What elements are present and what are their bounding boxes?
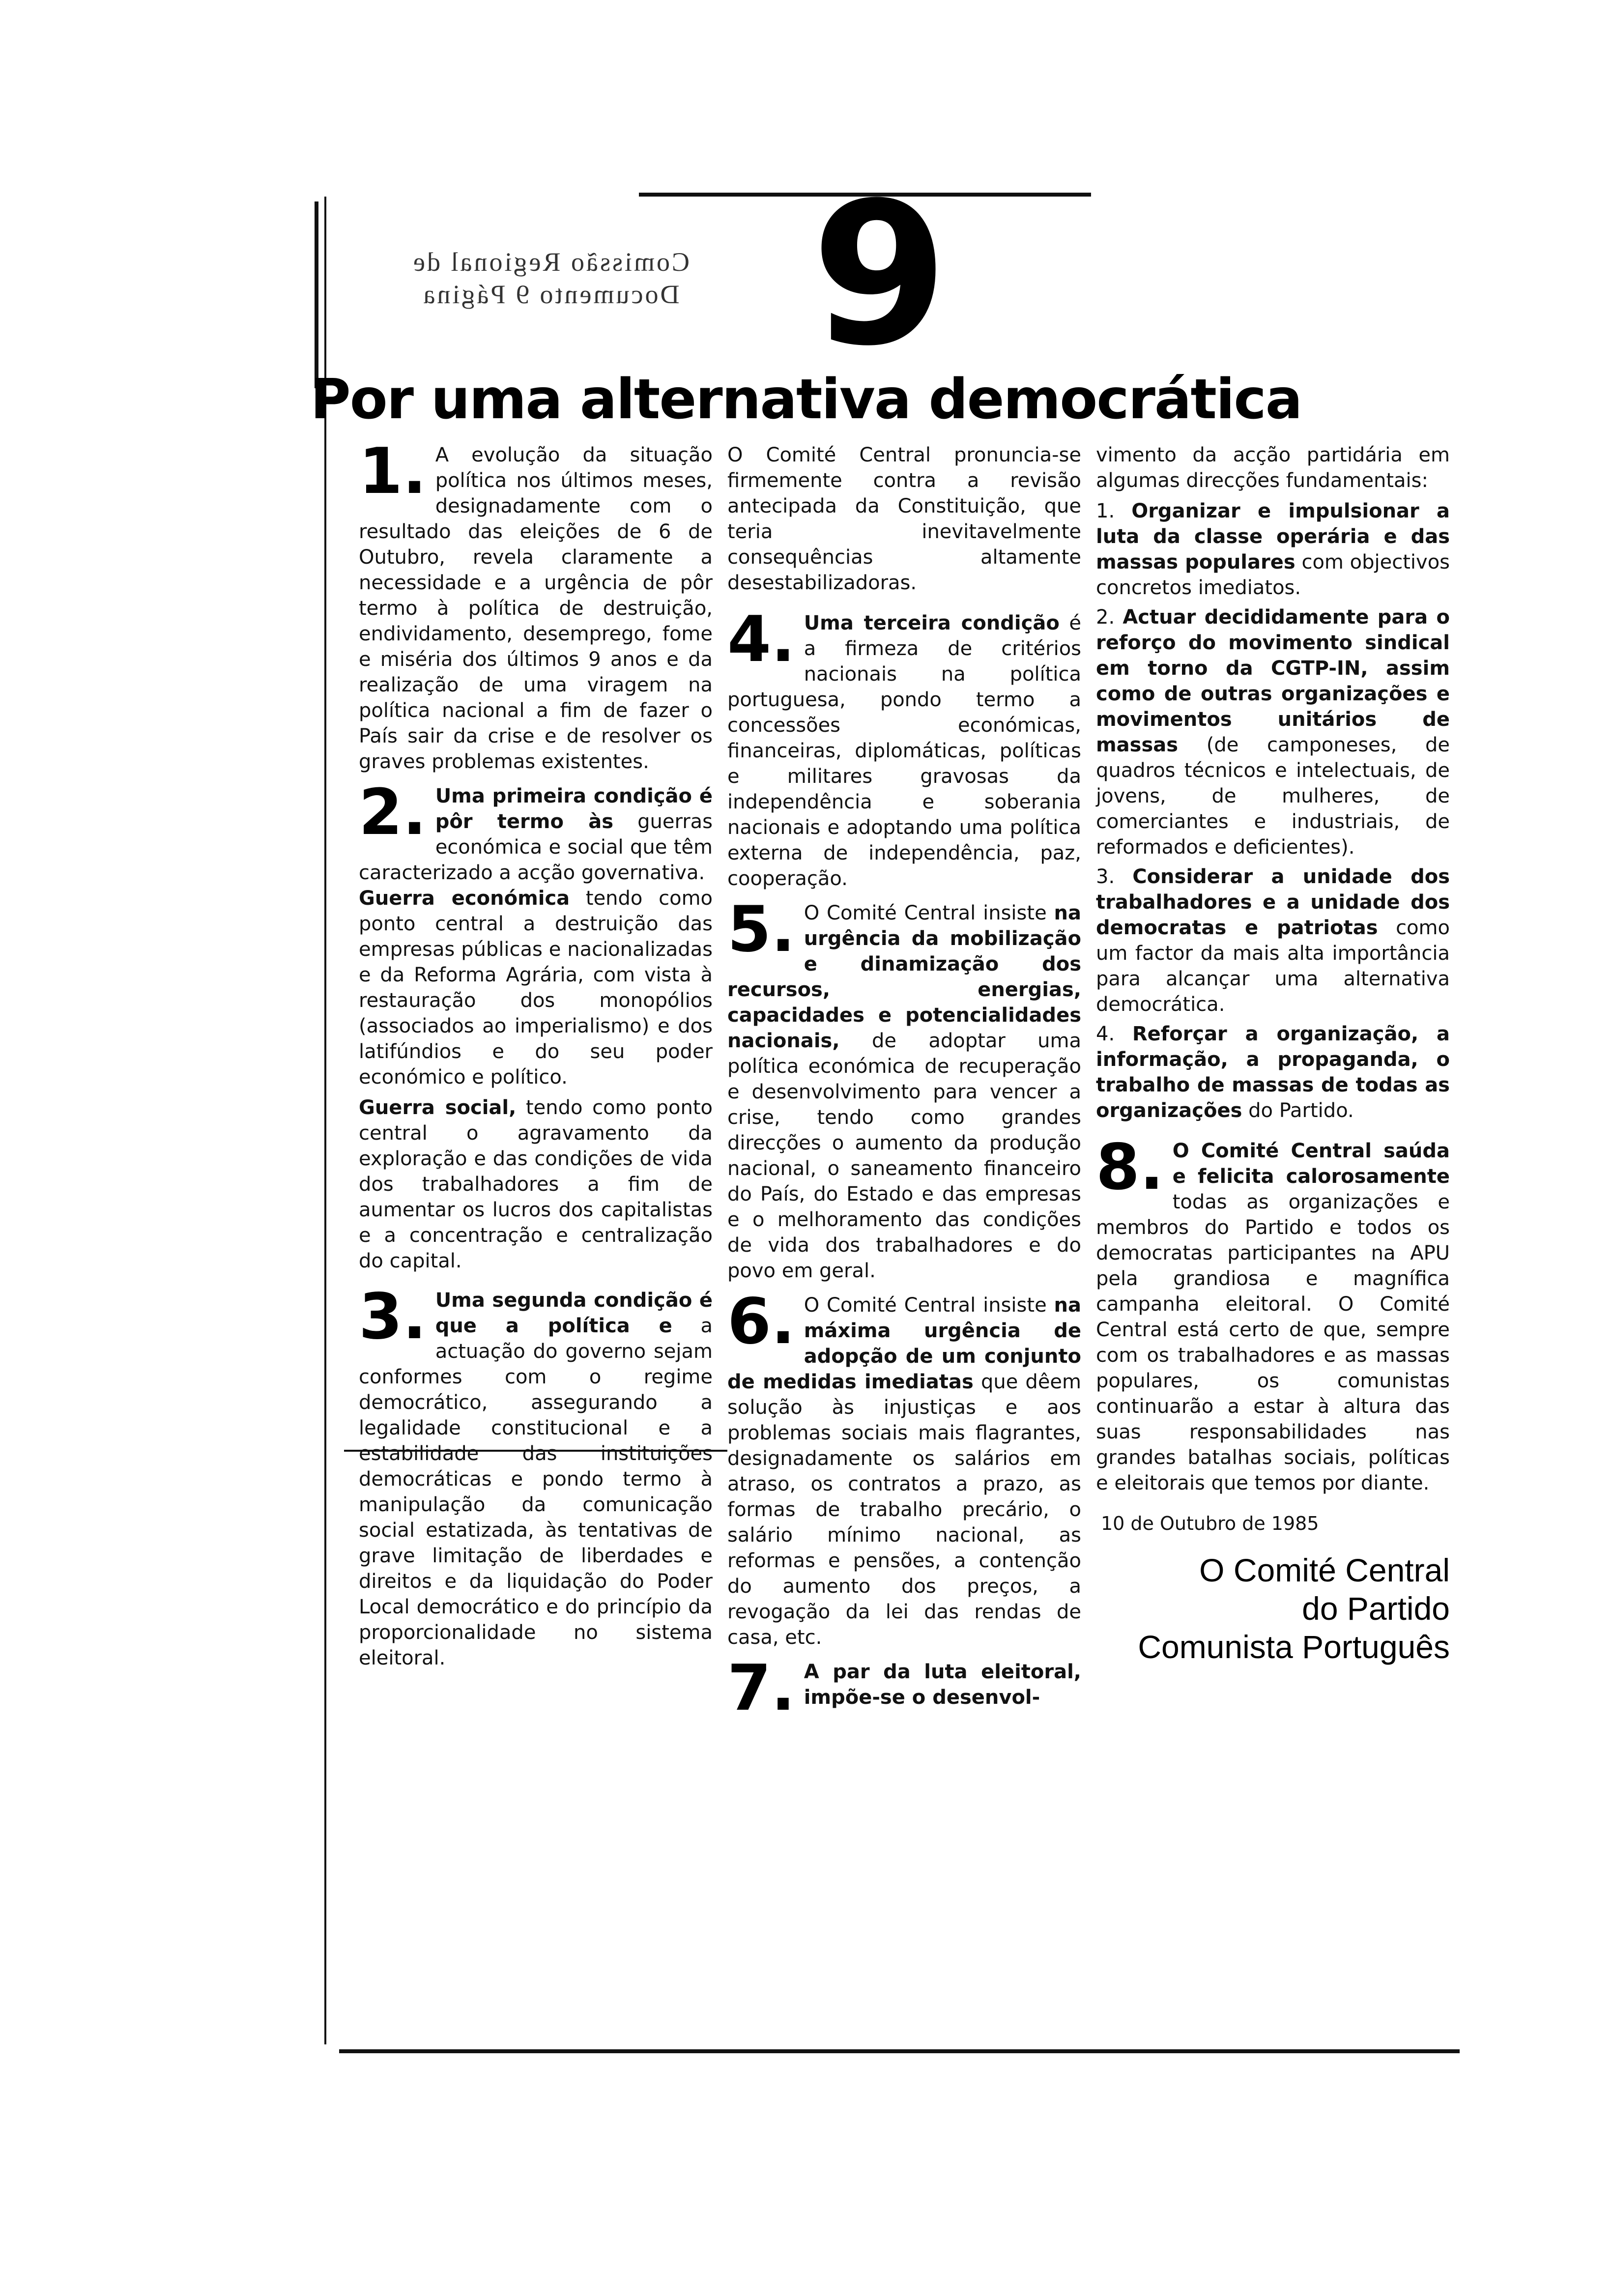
- section-text: a actuação do governo sejam conformes com o regime democrático, assegurando a legalidade constitucional e a estabilidade das instituições democráticas e pondo termo à manipulação da comunicação social estatizada, às tentativas de grave limitação de liberdades e direitos e da liquidação do Poder Local democrático e do princípio da proporcionalidade no sistema eleitoral.: [359, 1315, 713, 1669]
- section-number: 7.: [727, 1659, 795, 1716]
- section-text: A evolução da situação política nos últimos meses, designadamente com o resultado das eleições de 6 de Outubro, revela claramente a necessidade e a urgência de pôr termo à política de destruição, endividamento, desemprego, fome e miséria dos últimos 9 anos e da realização de uma viragem na política nacional a fim de fazer o País sair da crise e de resolver os graves problemas existentes.: [359, 444, 713, 773]
- left-margin-line: [324, 197, 326, 2044]
- section-text: de adoptar uma política económica de recuperação e desenvolvimento para vencer a crise, tendo como grandes direcções o aumento da produção nacional, o saneamento financeiro do País, do Estado e das empresas e o melhoramento das condições de vida dos trabalhadores e do povo em geral.: [727, 1030, 1081, 1282]
- section-text: é a firmeza de critérios nacionais na política portuguesa, pondo termo a concessões económicas, financeiras, diplomáticas, políticas e militares gravosas da independência e soberania nacionais e adoptando uma política externa de independência, paz, cooperação.: [727, 612, 1081, 890]
- action-item-2: 2. Actuar decididamente para o reforço do movimento sindical em torno da CGTP-IN, assim como de outras organizações e movimentos unitários de massas (de camponeses, de quadros técnicos e intelectuais, de jovens, de mulheres, de comerciantes e industriais, de reformados e deficientes).: [1096, 606, 1450, 859]
- section-7-continued: vimento da acção partidária em algumas direcções fundamentais:: [1096, 444, 1450, 492]
- section-6: [727, 1292, 1081, 1650]
- section-number: 3.: [359, 1288, 427, 1353]
- section-lead: A par da luta eleitoral, impõe-se o desenvol-: [804, 1661, 1081, 1709]
- section-text: guerras económica e social que têm caracterizado a acção governativa.: [359, 810, 713, 884]
- section-3-continued: O Comité Central pronuncia-se firmemente contra a revisão antecipada da Constituição, que teria inevitavelmente consequências altamente desestabilizadoras.: [727, 444, 1081, 594]
- action-item-1: 1. Organizar e impulsionar a luta da classe operária e das massas populares com objectivos concretos imediatos.: [1096, 500, 1450, 599]
- section-number: 1.: [359, 442, 427, 508]
- headline: Por uma alternativa democrática: [310, 368, 1302, 431]
- column-3: [1096, 442, 1450, 1666]
- action-item-3: 3. Considerar a unidade dos trabalhadores e a unidade dos democratas e patriotas como um factor da mais alta importância para alcançar uma alternativa democrática.: [1096, 865, 1450, 1016]
- section-number: 8.: [1096, 1138, 1164, 1204]
- section-number: 5.: [727, 900, 795, 966]
- guerra-social-text: tendo como ponto central o agravamento da exploração e das condições de vida dos trabalhadores a fim de aumentar os lucros dos capitalistas e a concentração e centralização do capital.: [359, 1096, 713, 1272]
- guerra-economica-lead: Guerra económica: [359, 887, 570, 910]
- section-5: [727, 900, 1081, 1284]
- document-number: 9: [811, 161, 949, 389]
- section-1: [359, 442, 713, 775]
- guerra-economica-text: tendo como ponto central a destruição das empresas públicas e nacionalizadas e da Reforma Agrária, com vista à restauração dos monopólios (associados ao imperialismo) e dos latifúndios e do seu poder económico e político.: [359, 887, 713, 1089]
- signature-line-1: O Comité Central: [1199, 1552, 1450, 1588]
- section-4: [727, 610, 1081, 891]
- section-emphasis: na máxima urgência de adopção de um conjunto de medidas imediatas: [727, 1294, 1081, 1393]
- section-lead: Uma primeira condição é pôr termo às: [435, 785, 713, 833]
- left-edge-mark: [315, 201, 318, 388]
- section-lead: Uma segunda condição é que a política e: [435, 1289, 713, 1337]
- document-date: 10 de Outubro de 1985: [1101, 1513, 1319, 1534]
- bottom-rule: [339, 2049, 1460, 2053]
- section-3: [359, 1288, 713, 1671]
- section-number: 6.: [727, 1292, 795, 1358]
- section-lead: O Comité Central insiste: [804, 1294, 1047, 1317]
- section-2: [359, 783, 713, 1279]
- column-1: [359, 442, 713, 1680]
- section-lead: O Comité Central insiste: [804, 902, 1047, 924]
- column-2: [727, 442, 1081, 1725]
- section-text: que dêem solução às injustiças e aos problemas sociais mais flagrantes, designadamente os salários em atraso, os contratos a prazo, as formas de trabalho precário, o salário mínimo nacional, as reformas e pensões, a contenção do aumento dos preços, a revogação da lei das rendas de casa, etc.: [727, 1371, 1081, 1649]
- section-number: 4.: [727, 610, 795, 676]
- guerra-social-lead: Guerra social,: [359, 1096, 517, 1119]
- section-lead: O Comité Central saúda e felicita calorosamente: [1172, 1140, 1450, 1188]
- signature-line-2: do Partido: [1302, 1590, 1450, 1627]
- section-emphasis: na urgência da mobilização e dinamização dos recursos, energias, capacidades e potencialidades nacionais,: [727, 902, 1081, 1052]
- section-number: 2.: [359, 783, 427, 849]
- section-8: [1096, 1138, 1450, 1496]
- section-text: todas as organizações e membros do Partido e todos os democratas participantes na APU pela grandiosa e magnífica campanha eleitoral. O Comité Central está certo de que, sempre com os trabalhadores e as massas populares, os comunistas continuarão a estar à altura das suas responsabilidades nas grandes batalhas sociais, políticas e eleitorais que temos por diante.: [1096, 1191, 1450, 1494]
- signoff: [1096, 1511, 1450, 1666]
- mirrored-bleed-through-text: Comissão Regional de Documento 9 Página: [411, 247, 690, 309]
- section-7: [727, 1659, 1081, 1716]
- signature-line-3: Comunista Português: [1138, 1629, 1450, 1665]
- section-lead: Uma terceira condição: [804, 612, 1060, 634]
- action-item-4: 4. Reforçar a organização, a informação, a propaganda, o trabalho de massas de todas as organizações do Partido.: [1096, 1023, 1450, 1122]
